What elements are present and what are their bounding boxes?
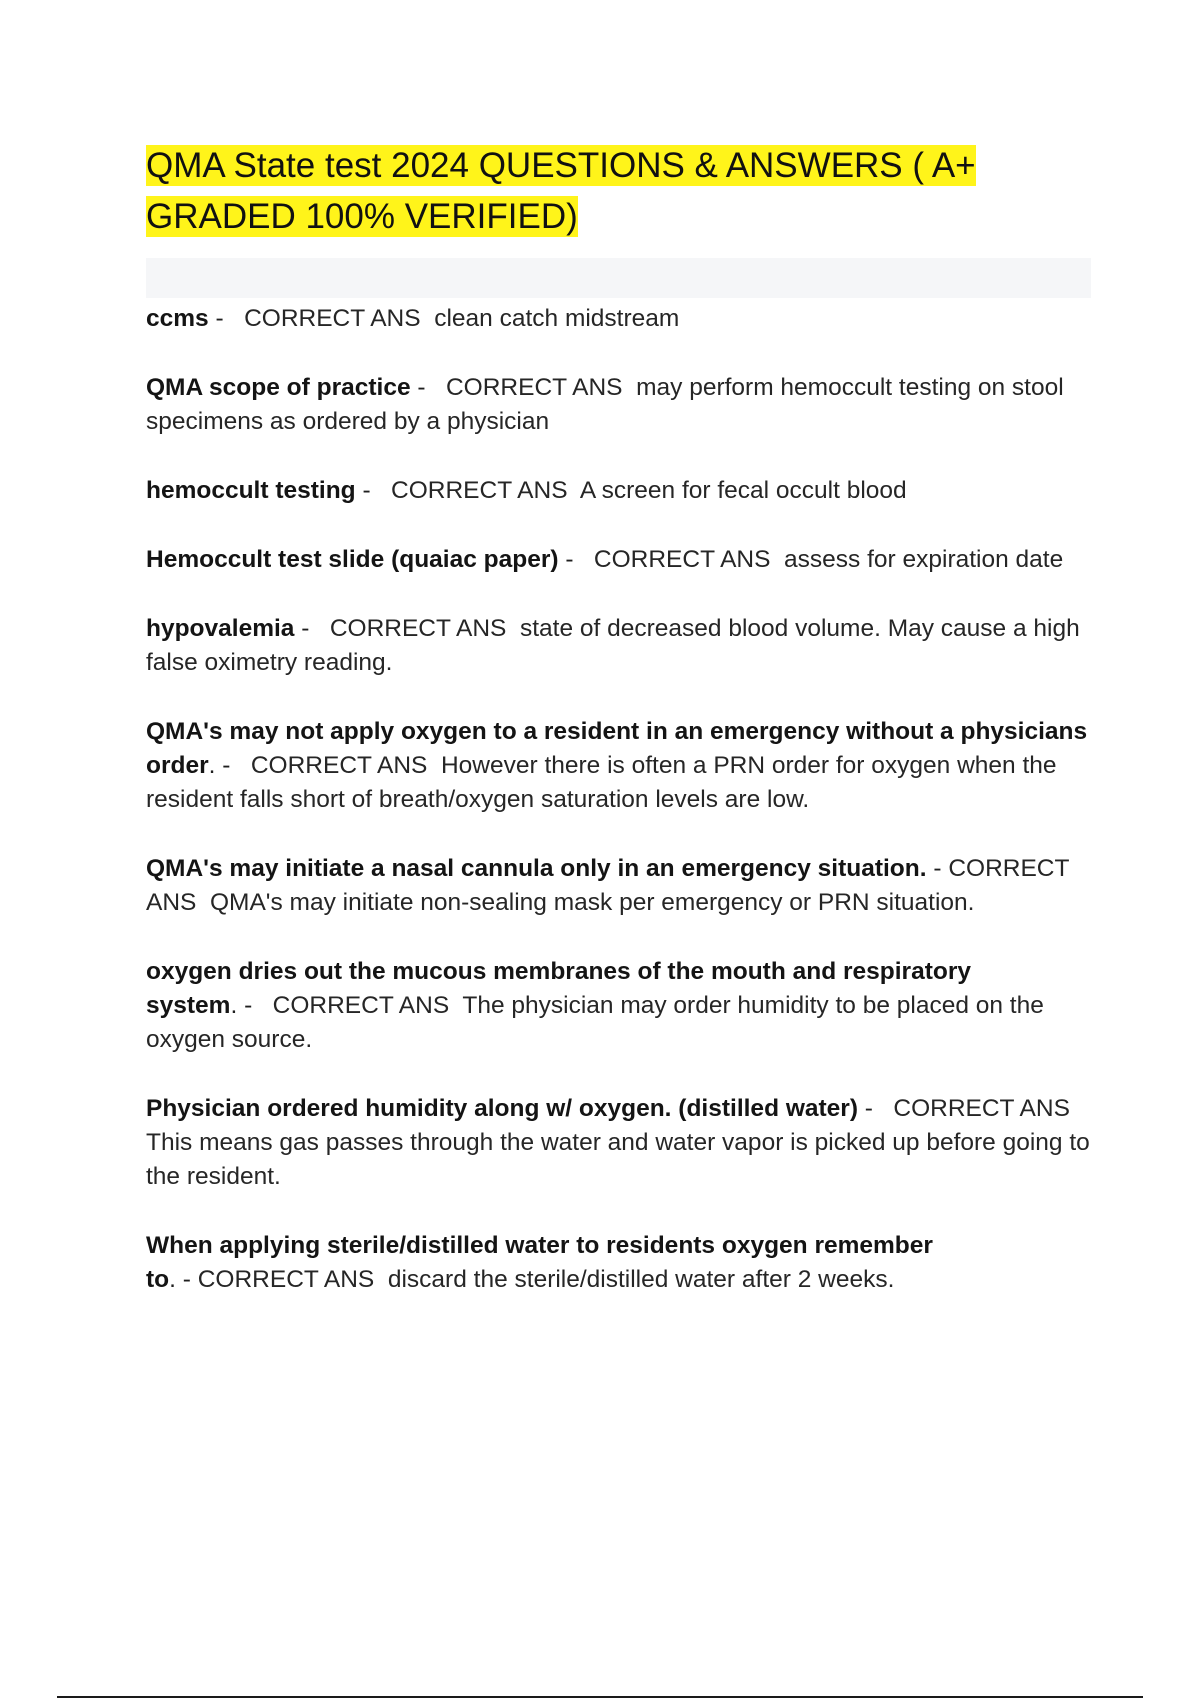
question-term: QMA's may not apply oxygen to a resident in an emergency without a physicians order (146, 718, 1088, 779)
qa-item (146, 955, 1091, 1057)
separator: - (410, 374, 446, 401)
footer-rule (57, 1696, 1143, 1698)
question-term: Physician ordered humidity along w/ oxygen. (distilled water) (146, 1095, 858, 1122)
separator: - (558, 546, 594, 573)
answer-text: CORRECT ANS assess for expiration date (593, 546, 1064, 573)
document-page (146, 140, 1097, 1332)
answer-text: CORRECT ANS The physician may order humidity to be placed on the oxygen source. (146, 992, 1051, 1053)
question-term: Hemoccult test slide (quaiac paper) (146, 546, 559, 573)
answer-text: CORRECT ANS may perform hemoccult testing on stool specimens as ordered by a physician (146, 374, 1071, 435)
separator: - (355, 477, 392, 504)
qa-item (146, 1092, 1097, 1194)
separator: . - (208, 752, 251, 779)
answer-text: CORRECT ANS state of decreased blood volume. May cause a high false oximetry reading. (146, 615, 1087, 676)
question-term: hemoccult testing (146, 477, 356, 504)
qa-item (146, 1229, 1091, 1297)
question-term: ccms (146, 305, 209, 332)
question-term: oxygen dries out the mucous membranes of the mouth and respiratory system (146, 958, 971, 1019)
question-term: QMA's may initiate a nasal cannula only in an emergency situation. (146, 855, 927, 882)
qa-item (146, 543, 1091, 577)
question-term: QMA scope of practice (146, 374, 411, 401)
answer-text: CORRECT ANS clean catch midstream (244, 305, 680, 332)
separator: - (294, 615, 330, 642)
answer-text: CORRECT ANS However there is often a PRN order for oxygen when the resident falls short of breath/oxygen saturation levels are low. (146, 752, 1064, 813)
separator: - (858, 1095, 894, 1122)
document-title (146, 140, 1091, 242)
qa-item (146, 715, 1091, 817)
separator: - (926, 855, 949, 882)
header-band (146, 258, 1091, 298)
qa-list (146, 302, 1097, 1297)
qa-item (146, 371, 1091, 439)
qa-item (146, 612, 1091, 680)
answer-text: CORRECT ANS discard the sterile/distilled water after 2 weeks. (197, 1266, 895, 1293)
qa-item (146, 302, 1091, 336)
answer-text: CORRECT ANS QMA's may initiate non-sealing mask per emergency or PRN situation. (146, 855, 1075, 916)
answer-text: CORRECT ANS This means gas passes through the water and water vapor is picked up before going to the resident. (146, 1095, 1097, 1190)
separator: - (208, 305, 245, 332)
title-highlight: QMA State test 2024 QUESTIONS & ANSWERS ( A+ GRADED 100% VERIFIED) (146, 146, 976, 236)
question-term: hypovalemia (146, 615, 295, 642)
qa-item (146, 852, 1091, 920)
qa-item (146, 474, 1091, 508)
answer-text: CORRECT ANS A screen for fecal occult blood (391, 477, 907, 504)
separator: . - (230, 992, 273, 1019)
question-term: When applying sterile/distilled water to residents oxygen remember to (146, 1232, 933, 1293)
separator: . - (169, 1266, 198, 1293)
